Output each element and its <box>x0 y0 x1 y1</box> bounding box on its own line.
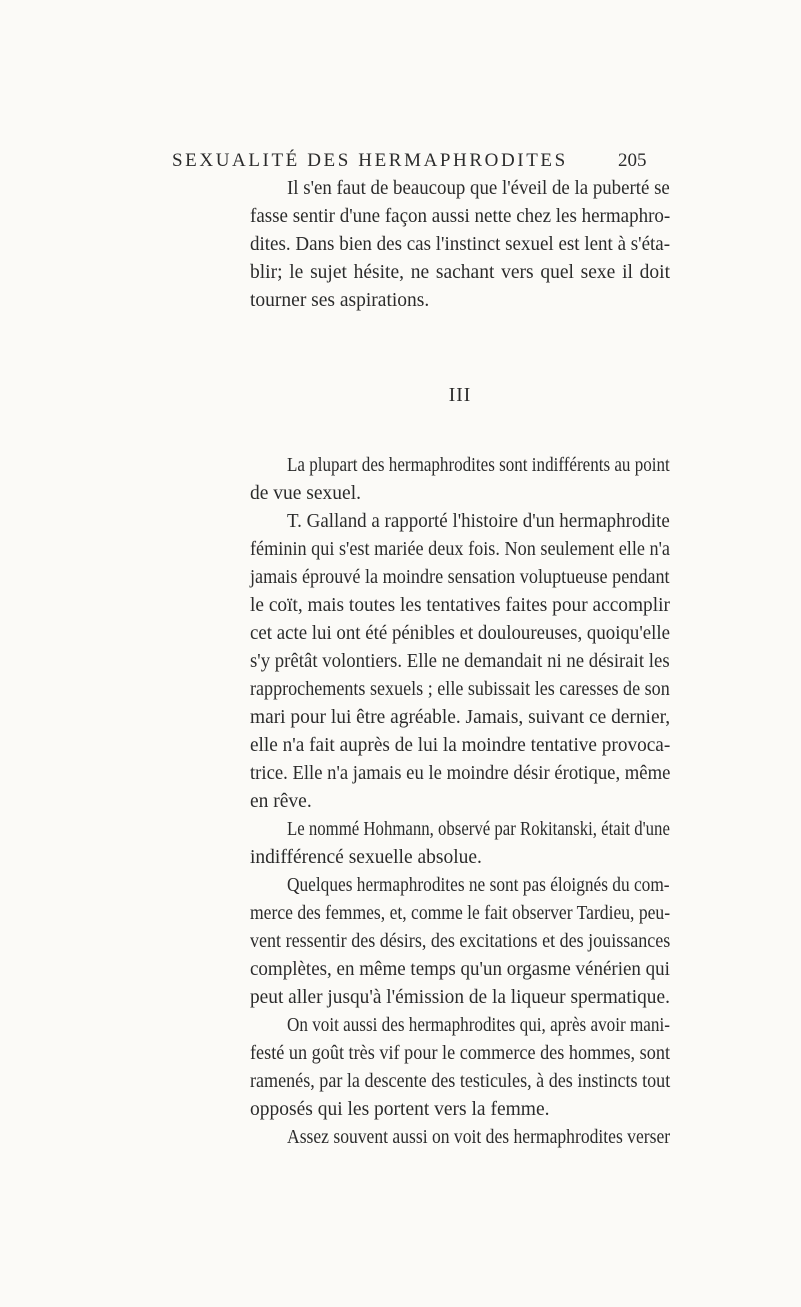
text-line: blir; le sujet hésite, ne sachant vers quel sexe il doit <box>250 262 670 283</box>
text-line: rapprochements sexuels ; elle subissait les caresses de son <box>250 679 670 700</box>
text-line: Il s'en faut de beaucoup que l'éveil de la puberté se <box>287 178 670 199</box>
text-line: On voit aussi des hermaphrodites qui, après avoir mani- <box>287 1015 670 1036</box>
text-line: fasse sentir d'une façon aussi nette chez les hermaphro- <box>250 206 671 227</box>
text-line: vent ressentir des désirs, des excitations et des jouissances <box>250 931 671 952</box>
section-number: III <box>448 385 472 406</box>
text-line: cet acte lui ont été pénibles et douloureuses, quoiqu'elle <box>250 623 670 644</box>
text-line: mari pour lui être agréable. Jamais, suivant ce dernier, <box>250 707 671 728</box>
text-line: merce des femmes, et, comme le fait observer Tardieu, peu- <box>250 903 671 924</box>
text-line: T. Galland a rapporté l'histoire d'un hermaphrodite <box>287 511 670 532</box>
text-line: Quelques hermaphrodites ne sont pas éloignés du com- <box>287 875 670 896</box>
text-line: jamais éprouvé la moindre sensation voluptueuse pendant <box>250 567 670 588</box>
text-line: opposés qui les portent vers la femme. <box>250 1099 550 1120</box>
text-line: Le nommé Hohmann, observé par Rokitanski, était d'une <box>287 819 670 840</box>
text-line: dites. Dans bien des cas l'instinct sexuel est lent à s'éta- <box>250 234 671 255</box>
text-line: de vue sexuel. <box>250 483 362 504</box>
text-line: ramenés, par la descente des testicules, à des instincts tout <box>250 1071 671 1092</box>
text-line: s'y prêtât volontiers. Elle ne demandait ni ne désirait les <box>250 651 670 672</box>
page-number: 205 <box>618 150 647 171</box>
text-line: indifférencé sexuelle absolue. <box>250 847 482 868</box>
text-line: festé un goût très vif pour le commerce des hommes, sont <box>250 1043 670 1064</box>
running-header <box>0 150 801 178</box>
text-line: Assez souvent aussi on voit des hermaphrodites verser <box>287 1127 671 1148</box>
text-line: elle n'a fait auprès de lui la moindre tentative provoca- <box>250 735 671 756</box>
text-line: peut aller jusqu'à l'émission de la liqueur spermatique. <box>250 987 670 1008</box>
text-line: complètes, en même temps qu'un orgasme vénérien qui <box>250 959 670 980</box>
text-line: tourner ses aspirations. <box>250 290 430 311</box>
text-line: féminin qui s'est mariée deux fois. Non seulement elle n'a <box>250 539 670 560</box>
text-line: trice. Elle n'a jamais eu le moindre désir érotique, même <box>250 763 671 784</box>
text-line: le coït, mais toutes les tentatives faites pour accomplir <box>250 595 670 616</box>
running-title: SEXUALITÉ DES HERMAPHRODITES <box>172 150 568 171</box>
text-line: La plupart des hermaphrodites sont indifférents au point <box>287 455 670 476</box>
text-line: en rêve. <box>250 791 312 812</box>
